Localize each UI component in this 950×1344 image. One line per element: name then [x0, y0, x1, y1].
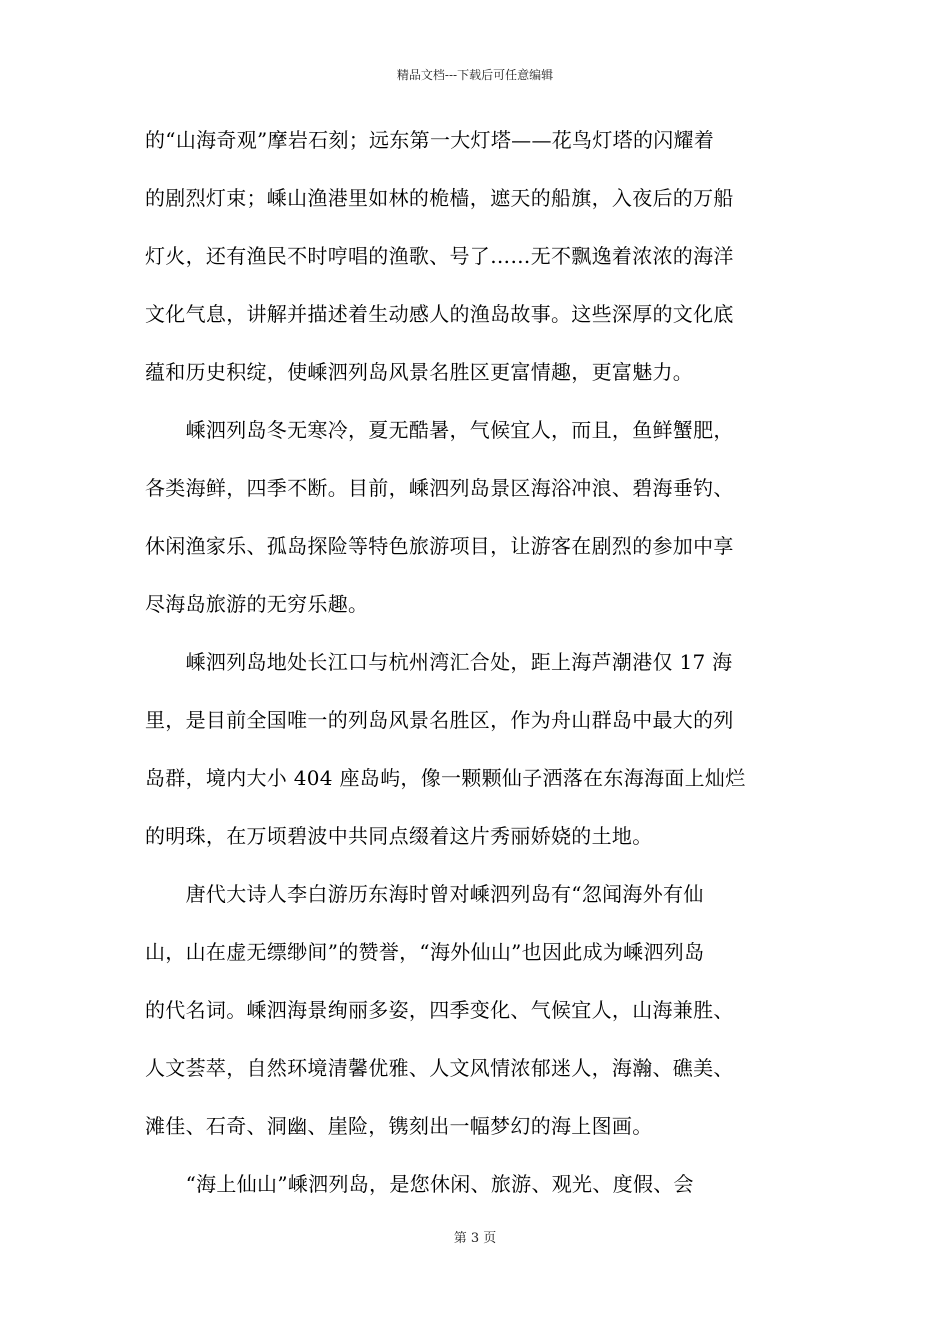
text-line: 蕴和历史积绽，使嵊泗列岛风景名胜区更富情趣，更富魅力。	[145, 360, 694, 384]
text-line: 嵊泗列岛地处长江口与杭州湾汇合处，距上海芦潮港仅 17 海	[145, 650, 733, 674]
text-line: 山，山在虚无缥缈间”的赞誉，“海外仙山”也因此成为嵊泗列岛	[145, 940, 705, 964]
text-line: 的明珠，在万顷碧波中共同点缀着这片秀丽娇娆的土地。	[145, 824, 653, 848]
text-line: 的“山海奇观”摩岩石刻；远东第一大灯塔——花鸟灯塔的闪耀着	[145, 128, 715, 152]
text-line: 人文荟萃，自然环境清馨优雅、人文风情浓郁迷人，海瀚、礁美、	[145, 1056, 734, 1080]
text-line: 的剧烈灯束；嵊山渔港里如林的桅樯，遮天的船旗，入夜后的万船	[145, 186, 734, 210]
document-body	[145, 129, 825, 1231]
page-number: 第 3 页	[453, 1231, 497, 1246]
text-line: 唐代大诗人李白游历东海时曾对嵊泗列岛有“忽闻海外有仙	[145, 882, 704, 906]
text-line: 各类海鲜，四季不断。目前，嵊泗列岛景区海浴冲浪、碧海垂钓、	[145, 476, 734, 500]
text-line: 休闲渔家乐、孤岛探险等特色旅游项目，让游客在剧烈的参加中享	[145, 534, 734, 558]
text-line: 里，是目前全国唯一的列岛风景名胜区，作为舟山群岛中最大的列	[145, 708, 734, 732]
text-line: 嵊泗列岛冬无寒冷，夏无酷暑，气候宜人，而且，鱼鲜蟹肥，	[145, 418, 734, 442]
text-line: 灯火，还有渔民不时哼唱的渔歌、号了……无不飘逸着浓浓的海洋	[145, 244, 734, 268]
text-line: 岛群，境内大小 404 座岛屿，像一颗颗仙子洒落在东海海面上灿烂	[145, 766, 746, 790]
page-header: 精品文档---下载后可任意编辑	[396, 68, 554, 82]
text-line: 尽海岛旅游的无穷乐趣。	[145, 592, 369, 616]
text-line: 的代名词。嵊泗海景绚丽多姿，四季变化、气候宜人，山海兼胜、	[145, 998, 734, 1022]
text-line: 滩佳、石奇、洞幽、崖险，镌刻出一幅梦幻的海上图画。	[145, 1114, 653, 1138]
text-line: “海上仙山”嵊泗列岛，是您休闲、旅游、观光、度假、会	[145, 1172, 694, 1196]
text-line: 文化气息，讲解并描述着生动感人的渔岛故事。这些深厚的文化底	[145, 302, 734, 326]
